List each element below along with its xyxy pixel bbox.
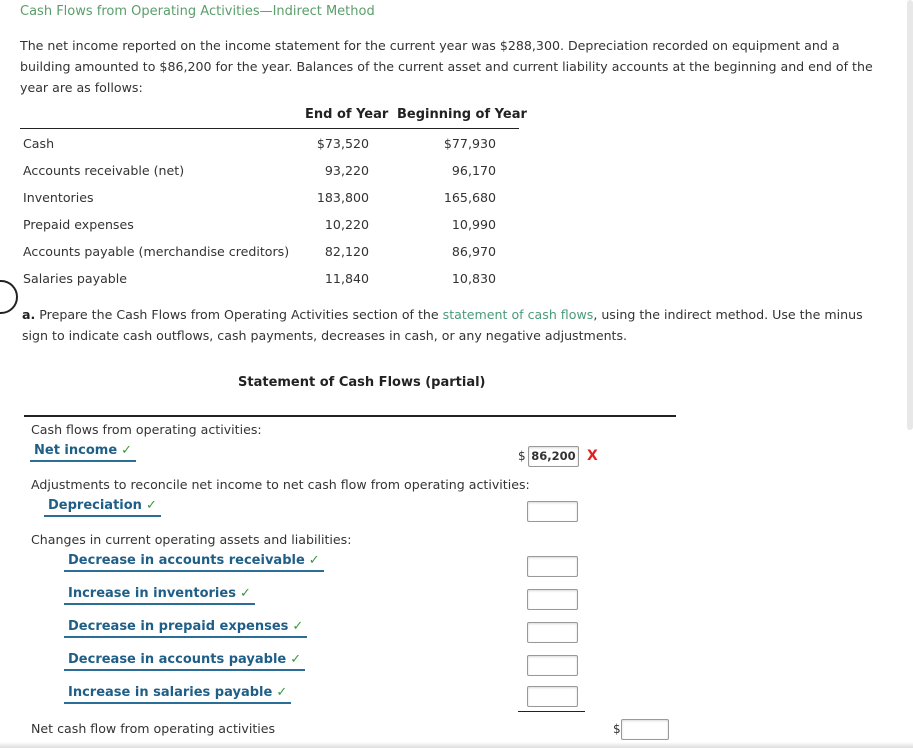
table-row-label: Prepaid expenses [23, 217, 134, 232]
table-row-begin: 86,970 [451, 244, 496, 259]
table-row-label: Salaries payable [23, 271, 128, 286]
check-icon: ✓ [145, 498, 157, 513]
select-label: Increase in salaries payable [68, 685, 273, 700]
side-circle-icon [0, 280, 18, 314]
table-row-begin: $77,930 [443, 136, 496, 151]
table-row-end: $73,520 [316, 136, 369, 151]
instruction-text: , using the indirect method. Use the minus sign to indicate cash outflows, cash payments, decreases in cash, or any negative adjustments. [22, 307, 863, 343]
change-select[interactable] [64, 619, 307, 638]
check-icon: ✓ [290, 652, 302, 667]
net-income-select[interactable] [30, 443, 136, 462]
change-select[interactable] [64, 586, 255, 605]
operating-header: Cash flows from operating activities: [31, 422, 262, 437]
table-row-end: 183,800 [316, 190, 369, 205]
part-letter: a. [22, 307, 36, 322]
statement-link[interactable]: statement of cash flows [442, 307, 594, 322]
dollar-sign: $ [613, 722, 621, 736]
table-row-end: 82,120 [324, 244, 369, 259]
net-cash-input[interactable] [621, 719, 669, 740]
table-row-label: Cash [23, 136, 55, 151]
select-label: Decrease in accounts payable [68, 652, 287, 667]
change-input[interactable] [527, 686, 578, 707]
table-row-label: Accounts payable (merchandise creditors) [23, 244, 290, 259]
col-end-of-year: End of Year [305, 107, 389, 122]
check-icon: ✓ [308, 553, 320, 568]
table-row-begin: 96,170 [451, 163, 496, 178]
net-cash-label: Net cash flow from operating activities [31, 721, 276, 736]
incorrect-icon: X [587, 448, 598, 464]
col-beginning-of-year: Beginning of Year [397, 107, 527, 122]
problem-intro: The net income reported on the income statement for the current year was $288,300. Depreciation recorded on equipment and a building amounted to $86,200 for the year. Balances of the current asset and current liability accounts at the beginning and end of the year are as follows: [20, 38, 873, 95]
subtotal-rule [518, 711, 585, 712]
select-label: Depreciation [48, 498, 142, 513]
change-input[interactable] [527, 622, 578, 643]
depreciation-input[interactable] [527, 501, 578, 522]
table-row-begin: 10,830 [451, 271, 496, 286]
change-select[interactable] [64, 685, 291, 704]
select-label: Decrease in accounts receivable [68, 553, 305, 568]
changes-header: Changes in current operating assets and liabilities: [31, 532, 352, 547]
select-label: Decrease in prepaid expenses [68, 619, 289, 634]
change-select[interactable] [64, 652, 305, 671]
select-label: Net income [34, 443, 118, 458]
depreciation-select[interactable] [44, 498, 161, 517]
page-title: Cash Flows from Operating Activities—Indirect Method [20, 4, 375, 19]
table-row-label: Inventories [23, 190, 94, 205]
table-row-end: 93,220 [324, 163, 369, 178]
check-icon: ✓ [292, 619, 304, 634]
check-icon: ✓ [121, 443, 133, 458]
change-input[interactable] [527, 655, 578, 676]
part-a-instructions [22, 304, 892, 346]
change-select[interactable] [64, 553, 324, 572]
check-icon: ✓ [239, 586, 251, 601]
scrollbar[interactable] [907, 0, 913, 430]
table-row-begin: 165,680 [443, 190, 496, 205]
dollar-sign: $ [518, 449, 526, 463]
net-income-input[interactable]: 86,200 [528, 446, 579, 467]
instruction-text: Prepare the Cash Flows from Operating Activities section of the [35, 307, 443, 322]
bottom-edge [0, 742, 913, 748]
check-icon: ✓ [276, 685, 288, 700]
table-row-begin: 10,990 [451, 217, 496, 232]
table-header-rule [20, 128, 519, 129]
table-row-end: 11,840 [324, 271, 369, 286]
statement-title: Statement of Cash Flows (partial) [238, 375, 486, 390]
adjustments-header: Adjustments to reconcile net income to net cash flow from operating activities: [31, 477, 530, 492]
table-row-end: 10,220 [324, 217, 369, 232]
statement-rule [24, 415, 676, 417]
change-input[interactable] [527, 589, 578, 610]
select-label: Increase in inventories [68, 586, 236, 601]
table-row-label: Accounts receivable (net) [23, 163, 185, 178]
change-input[interactable] [527, 556, 578, 577]
